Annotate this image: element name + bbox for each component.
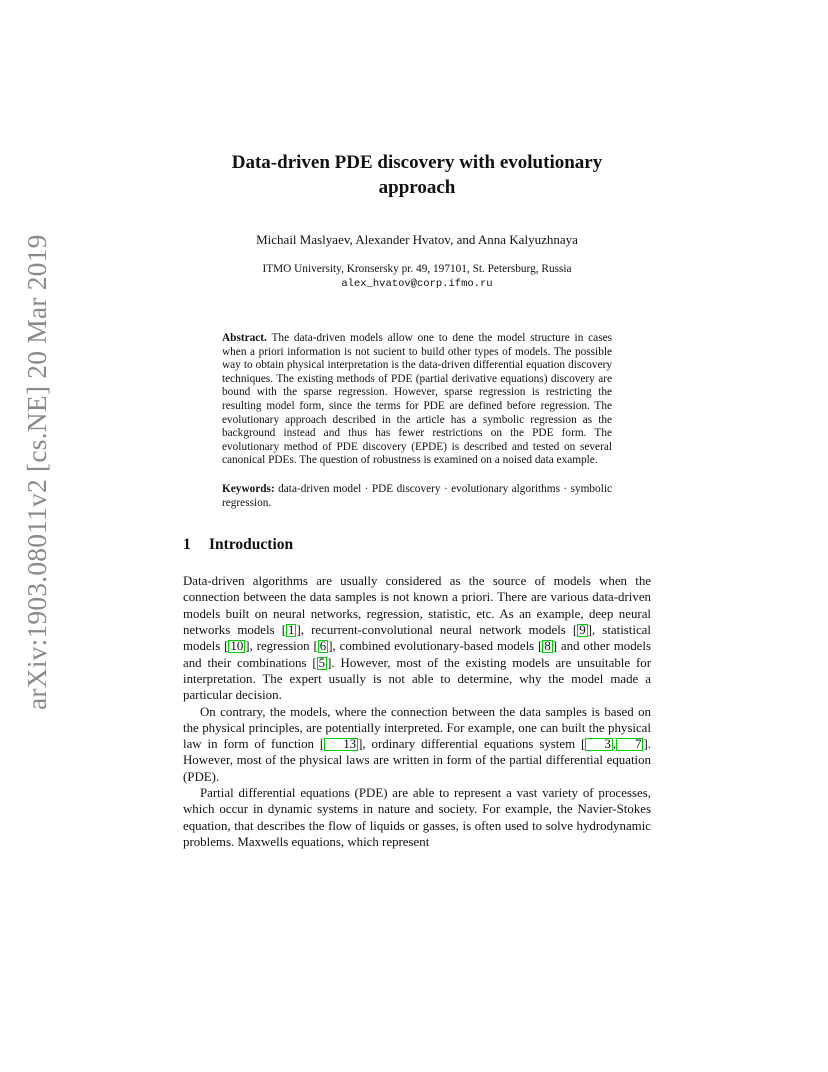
citation-link[interactable]: 7 [616,738,643,751]
citation-link[interactable]: 13 [324,738,358,751]
text-run: Data-driven algorithms are usually considered as the source of models when the connection between the data samples is not known a priori. There are various data-driven models built on neural networks, regression, statistic, etc. As an example, deep neural networks models [183,574,651,638]
citation-link[interactable]: 5 [318,655,326,670]
intro-paragraph-3: Partial differential equations (PDE) are able to represent a vast variety of processes, which occur in dynamic systems in nature and society. For example, the Navier-Stokes equation, that describes the flow of liquids or gasses, is often used to solve hydrodynamic problems. Maxwells equations, which represent [183,785,651,849]
citation-separator: , [612,737,617,752]
keywords [222,483,612,510]
text-run: On contrary, the models, where the connection between the data samples is based on the physical principles, are potentially interpreted. For example, one can built the physical law in form of function [183,704,651,752]
paper-title [183,150,651,200]
citation-link[interactable]: 6 [319,639,327,654]
authors: Michail Maslyaev, Alexander Hvatov, and Anna Kalyuzhnaya [256,232,578,247]
citation-link[interactable]: 3 [585,738,612,751]
section-number: 1 [183,536,191,554]
title-line-1: Data-driven PDE discovery with evolutionary [231,152,603,173]
arxiv-identifier: arXiv:1903.08011v2 [cs.NE] 20 Mar 2019 [21,234,52,710]
text-run: . However, most of the physical laws are written in form of the partial differential equation (PDE). [183,737,651,784]
title-line-2: approach [378,177,456,198]
section-heading [183,536,651,554]
author-email: alex_hvatov@corp.ifmo.ru [341,278,493,290]
citation-link[interactable]: 1 [288,623,295,638]
text-run: and other models and their combinations [183,639,651,670]
keywords-label: Keywords: [222,482,275,495]
arxiv-sidebar [14,234,60,710]
keywords-text: data-driven model · PDE discovery · evolutionary algorithms · symbolic regression. [222,482,612,509]
paper-page [183,150,651,850]
text-run: , recurrent-convolutional neural network models [300,623,573,638]
citation-link[interactable]: 8 [544,639,551,654]
introduction-body [183,573,651,850]
citation-link[interactable]: 10 [230,639,244,654]
text-run: , combined evolutionary-based models [332,639,539,654]
abstract-label: Abstract. [222,332,267,344]
text-run: , ordinary differential equations system [362,737,582,752]
intro-paragraph-1: Data-driven algorithms are usually considered as the source of models when the connection between the data samples is not known a priori. There are various data-driven models built on neural networks, regression, statistic, etc. As an example, deep neural networks models [ 1 ], recurrent-convolutional neural network models [ 9 ], statistical models [ 10 ], regression [ 6 ], combined evolutionary-based models [ 8 ] and other models and their combinations [ 5 ]. However, most of the existing models are unsuitable for interpretation. The expert usually is not able to determine, why the model made a particular decision. [183,574,651,703]
abstract [222,332,612,468]
affiliation-block [183,262,651,292]
text-run: , regression [249,639,314,654]
intro-paragraph-2: On contrary, the models, where the connection between the data samples is based on the physical principles, are potentially interpreted. For example, one can built the physical law in form of function [ 13 ], ordinary differential equations system [ 3 , 7 ]. However, most of the physical laws are written in form of the partial differential equation (PDE). [183,704,651,784]
citation-link[interactable]: 9 [579,623,586,638]
abstract-text: The data-driven models allow one to dene the model structure in cases when a priori information is not sucient to build other types of models. The possible way to obtain physical interpretation is the data-driven differential equation discovery techniques. The existing methods of PDE (partial derivative equations) discovery are bound with the sparse regression. However, sparse regression is restricting the resulting model form, since the terms for PDE are defined before regression. The evolutionary approach described in the article has a symbolic regression as the background instead and thus has fewer restrictions on the PDE form. The evolutionary method of PDE discovery (EPDE) is described and tested on several canonical PDEs. The question of robustness is examined on a noised data example. [222,332,613,467]
affiliation: ITMO University, Kronsersky pr. 49, 197101, St. Petersburg, Russia [262,263,572,275]
text-run: . However, most of the existing models are unsuitable for interpretation. The expert usually is not able to determine, why the model made a particular decision. [183,655,651,703]
text-run: , statistical models [183,623,651,654]
section-title: Introduction [209,536,294,554]
